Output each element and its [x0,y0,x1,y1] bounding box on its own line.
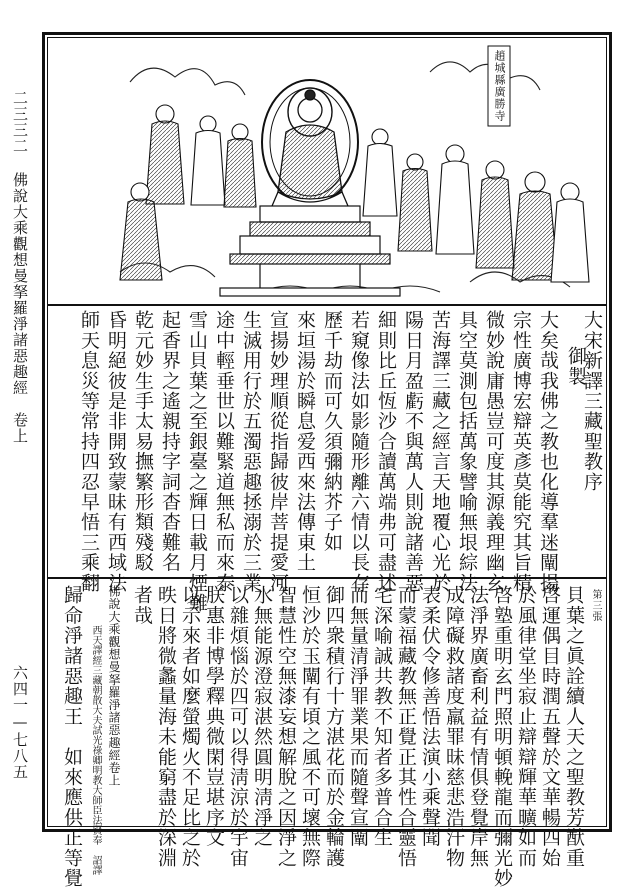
sutra-column: 表柔伏令修善悟法演小乘聲聞 [419,585,441,848]
sutra-column: 恒沙於玉闡有頃之風不可壞無際 [299,585,321,868]
preface-column: 生滅用行於五濁惡趣拯溺於三業 [240,310,262,593]
preface-column: 苦海譯三藏之經言天地覆心光於 [429,310,451,593]
throne [220,206,400,296]
sutra-column: 朕惠非博學釋典微閑豈堪序文 [203,585,225,848]
sutra-column: 法淨界廣畜利益有情俱登覺岸無 [467,585,489,868]
temple-label: 趙城縣廣勝寺 [493,50,506,122]
buddha-assembly-illustration [110,42,605,304]
sutra-column: 御四衆積行十方湛花而於金輪護 [323,585,345,868]
preface-column: 乾元妙生手太易撫繁形類殘駁 [132,310,154,573]
preface-column: 若窺像法如影隨形離六情以長存 [348,310,370,593]
translator-credit: 西天譯經三藏朝散大夫試光祿卿明教大師臣法賢奉 詔譯 [90,625,101,875]
preface-column: 昏明絕彼是非開致蒙昧有西域法 [105,310,127,593]
sutra-column: 貝葉之眞詮續人天之聖教芳猷重 [563,585,585,868]
preface-column: 途中輕垂世以難緊道無私而來泰 [213,310,235,593]
margin-caption [4,90,38,830]
sutra-column: 於風律堂坐寂止辯辯輝華曠如而 [515,585,537,868]
preface-column: 雪山貝葉之至銀臺之輝日載月煙難 [186,310,208,613]
sutra-column: 以雜煩惱於四可以得淸涼於宇宙 [227,585,249,868]
page-number: 六四一—七八五 [11,665,29,780]
preface-column: 宗性廣博宏辯英彥莫能究其旨精 [510,310,532,593]
sutra-column: 智慧性空無漆妄想解脫之因淨之 [275,585,297,868]
sutra-column: 歸命淨諸惡趣王 如來應供正等覺 [61,585,83,888]
sutra-column: 成障礙救諸度羸罪昧慈悲浩汗物 [443,585,465,868]
preface-column: 歷千劫而可久須彌納芥子如 [321,310,343,553]
preface-column: 陽日月盈虧不與萬人則說諸善惡 [402,310,424,593]
sutra-column: 啓塾重明玄門照明頓輓龍而彌光妙 [491,585,513,888]
page-marker: 第三張 [590,589,601,623]
sutra-column: 者哉 [131,585,153,626]
sutra-column: 昳日將微蠡量海未能窮盡於深淵 [155,585,177,868]
preface-column: 師天息災等常持四忍早悟三乘翻 [78,310,100,593]
preface-title: 大宋新譯三藏聖教序 [581,310,603,492]
sutra-column: 而蒙福藏教無正覺正其性合靈悟 [395,585,417,868]
sutra-title-margin: 佛說大乘觀想曼拏羅淨諸惡趣經 卷上 [11,172,29,444]
preface-column: 微妙說庸愚豈可度其源義理幽玄 [483,310,505,593]
preface-author: 御製 [565,346,587,387]
seated-buddha [272,90,348,215]
preface-column: 起香界之遙親持字詞杳杳難名 [159,310,181,573]
preface-column: 具空莫測包括萬象譬喻無垠綜法 [456,310,478,593]
sutra-column: 啓運偶目時潤五聲於文華暢四始 [539,585,561,868]
divider-under-illustration [47,304,607,306]
sutra-title-line: 佛說大乘觀想曼拏羅淨諸惡趣經卷上 [107,585,121,787]
attendant-figures-right [363,129,589,282]
preface-column: 宣揚妙理順從指歸彼岸菩提愛河 [267,310,289,593]
preface-column: 大矣哉我佛之教也化導羣迷闡揚 [537,310,559,593]
sutra-column: 而無量清淨罪業果而隨聲宣闡 [347,585,369,848]
sutra-column: 水無能源澄寂湛然圓明淸淨之 [251,585,273,848]
sutra-panel [52,585,604,888]
preface-column: 細則比丘恆沙合讀萬端弗可盡述 [375,310,397,593]
sutra-column: 以示來者如麼螢燭火不足比之於 [179,585,201,868]
sutra-column: 宅深喻誠共教不知者多普合生 [371,585,393,848]
preface-column: 來垣湯於瞬息爱西來法傳東土 [294,310,316,573]
volume-number: 二三三二 [11,90,29,154]
